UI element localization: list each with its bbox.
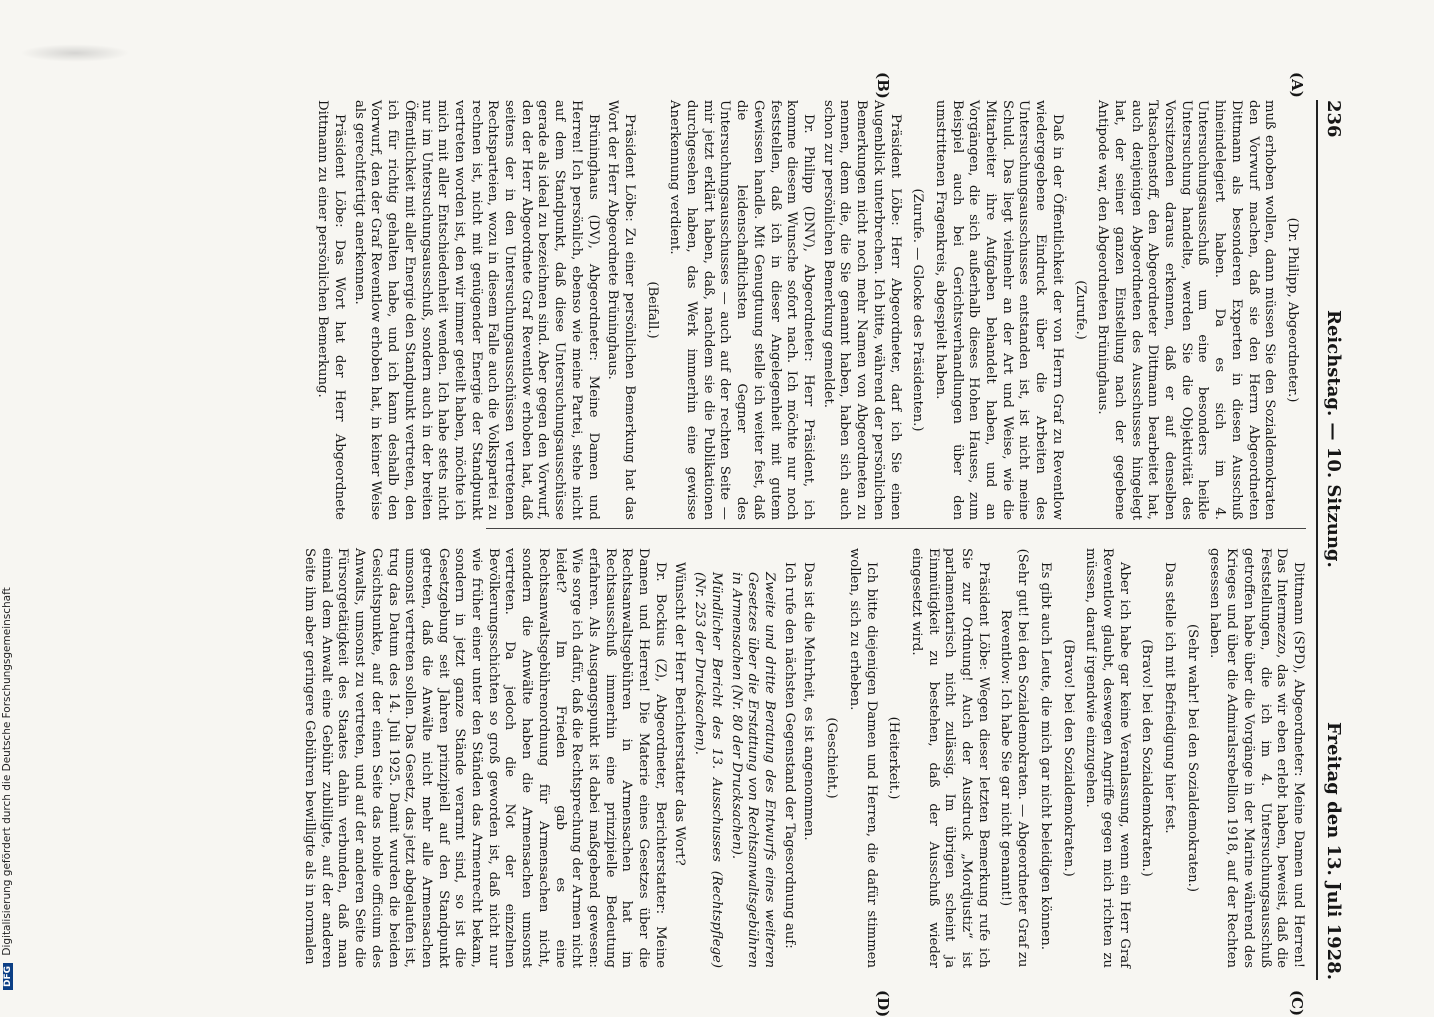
interjection: (Zurufe. — Glocke des Präsidenten.): [910, 188, 926, 432]
footer-text: Digitalisierung gefördert durch die Deutsche Forschungsgemeinschaft: [1, 587, 13, 956]
paragraph: Präsident Löbe: Das Wort hat der Herr Abgeordnete Dittmann zu einer persönlichen Bemerkung.: [315, 100, 348, 520]
margin-mark-d: (D): [874, 990, 892, 1017]
paragraph: Präsident Löbe: Wegen dieser letzten Bemerkung rufe ich Sie zur Ordnung! Auch der Ausdruck „Mordjustiz“ ist parlamentarisch nicht zulässig. Im übrigen scheint ja Einmütigkeit zu bestehen, daß der Ausschuß wieder eingesetzt wird.: [908, 548, 991, 968]
left-column: [311, 100, 1306, 520]
paragraph: Es gibt auch Leute, die mich gar nicht beleidigen können.: [1037, 562, 1053, 950]
paragraph: Ich rufe den nächsten Gegenstand der Tagesordnung auf:: [781, 562, 797, 949]
paragraph: Brüninghaus (DV), Abgeordneter: Meine Damen und Herren! Ich persönlich, ebenso wie meine Partei, stehe nicht auf dem Standpunkt, daß diese Untersuchungsausschüsse gerade als ideal zu bezeichnen sind. Aber gegen den Vorwurf, den der Herr Abgeordnete Graf Reventlow erhoben hat, daß seitens der in den Untersuchungsausschüssen vertretenen Rechtsparteien, wozu in diesem Falle auch die Volkspartei zu rechnen ist, nicht mit genügender Energie der Standpunkt vertreten worden ist, den wir immer geteilt haben, möchte ich mich mit aller Entschiedenheit wenden. Ich habe stets nicht nur im Untersuchungsausschuß, sondern auch in der breiten Öffentlichkeit mit aller Energie den Standpunkt vertreten, den ich für richtig gehalten habe, und ich kann deshalb den Vorwurf, den der Graf Reventlow erhoben hat, in keiner Weise als gerechtfertigt anerkennen.: [351, 100, 601, 520]
page-header: [1320, 100, 1344, 980]
session-date: Freitag den 13. Juli 1928.: [1323, 722, 1344, 980]
interjection: (Sehr wahr! bei den Sozialdemokraten.): [1184, 624, 1200, 892]
interjection: (Zurufe.): [1072, 280, 1088, 340]
paragraph: Ich bitte diejenigen Damen und Herren, die dafür stimmen wollen, sich zu erheben.: [846, 548, 879, 968]
paragraph: Daß in der Öffentlichkeit der von Herrn Graf zu Reventlow wiedergegebene Eindruck über die Arbeiten des Untersuchungsausschusses entstanden ist, ist nicht meine Schuld. Das liegt vielmehr an der Art und Weise, wie die Mitarbeiter ihre Aufgaben behandelt haben, und an Vorgängen, die sich außerhalb dieses Hohen Hauses, zum Beispiel auch bei Gerichtsverhandlungen über den umstrittenen Fragenkreis, abgespielt haben.: [932, 100, 1065, 520]
paragraph: Das ist die Mehrheit, es ist angenommen.: [801, 562, 817, 841]
paragraph: Aber ich habe gar keine Veranlassung, wenn ein Herr Graf Reventlow glaubt, deswegen Angriffe gegen mich richten zu müssen, darauf irgendwie einzugehen.: [1083, 548, 1132, 968]
interjection: (Bravo! bei den Sozialdemokraten.): [1139, 639, 1155, 877]
column-divider: [486, 528, 1306, 529]
margin-mark-c: (C): [1288, 990, 1306, 1017]
interjection: (Bravo! bei den Sozialdemokraten.): [1060, 639, 1076, 877]
paragraph: Präsident Löbe: Herr Abgeordneter, darf ich Sie einen Augenblick unterbrechen. Ich bitte, während der persönlichen Bemerkungen nicht noch mehr Namen von Abgeordneten zu nennen, denn die, die Sie genannt haben, haben sich auch schon zur persönlichen Bemerkung gemeldet.: [820, 100, 903, 520]
header-rule: [1316, 100, 1318, 980]
agenda-report: Mündlicher Bericht des 13. Ausschusses (Rechtspflege) (Nr. 253 der Drucksachen).: [692, 572, 724, 968]
paragraph: Dr. Philipp (DNV), Abgeordneter: Herr Präsident, ich komme diesem Wunsche sofort nach. Ich möchte nur noch feststellen, daß ich in dieser Angelegenheit mit gutem Gewissen handle. Mit Genugtuung stelle ich weiter fest, daß die leidenschaftlichsten Gegner des Untersuchungsausschusses — auch auf der rechten Seite — mir jetzt erklärt haben, daß, nachdem sie die Publikationen durchgesehen haben, das Werk immerhin eine gewisse Anerkennung verdient.: [667, 100, 817, 520]
paragraph: Dr. Bockius (Z), Abgeordneter, Berichterstatter: Meine Damen und Herren! Die Materie eines Gesetzes über die Rechtsanwaltsgebühren in Armensachen hat im Rechtsausschuß immerhin eine prinzipielle Bedeutung erfahren. Als Ausgangspunkt ist dabei maßgebend gewesen: Wie sorge ich dafür, daß die Rechtsprechung der Armen nicht leidet? Im Frieden gab es eine Rechtsanwaltsgebührenordnung für Armensachen nicht, sondern die Anwälte haben die Armensachen umsonst vertreten. Da jedoch die Not der einzelnen Bevölkerungsschichten so groß geworden ist, daß nicht nur wie früher einer unter den Ständen das Armenrecht bekam, sondern in jetzt ganze Stände verarmt sind, so ist die Gesetzgebung seit Jahren prinzipiell auf den Standpunkt getreten, daß die Anwälte nicht mehr alle Armensachen umsonst vertreten sollen. Das Gesetz, das jetzt abgelaufen ist, trug das Datum des 14. Juli 1925. Damit wurden die beiden Gesichtspunkte, auf der einen Seite das nobile officium des Anwalts, umsonst zu vertreten, und auf der anderen Seite die Fürsorgetätigkeit des Staates dahin verbunden, daß man einmal dem Anwalt eine Gebühr zubilligte, auf der anderen Seite ihm aber geringere Gebühren bewilligte als in normalen: [302, 548, 668, 968]
interjection: (Beifall.): [644, 281, 660, 339]
margin-mark-b: (B): [874, 72, 892, 99]
page-number: 236: [1323, 100, 1344, 138]
interjection: (Geschieht.): [824, 717, 840, 799]
margin-mark-a: (A): [1288, 72, 1306, 98]
paragraph: muß erhoben wollen, dann müssen Sie den Sozialdemokraten den Vorwurf machen, daß sie den Herrn Abgeordneten Dittmann als besonderen Experten in diesen Ausschuß hineindelegiert haben. Da es sich im 4. Untersuchungsausschuß um eine besonders heikle Untersuchung handelte, werden Sie die Objektivität des Vorsitzenden daraus erkennen, daß er auf denselben Tatsachenstoff, den Abgeordneter Dittmann bearbeitet hat, auch denjenigen Abgeordneten des Ausschusses hingelegt hat, der seiner ganzen Einstellung nach der gegebene Antipode war, den Abgeordneten Brüninghaus.: [1095, 100, 1278, 520]
dfg-logo: DFG: [3, 963, 13, 990]
session-title: Reichstag. — 10. Sitzung.: [1323, 310, 1344, 568]
paragraph: Wünscht der Herr Berichterstatter das Wort?: [672, 562, 688, 866]
interjection: (Sehr gut! bei den Sozialdemokraten. — Abgeordneter Graf zu Reventlow: Ich habe Sie gar nicht genannt!): [998, 548, 1031, 968]
agenda-item: Zweite und dritte Beratung des Entwurfs eines weiteren Gesetzes über die Erstattung von Rechtsanwaltsgebühren in Armensachen (Nr. 80 der Drucksachen).: [728, 572, 778, 968]
paragraph: Das stelle ich mit Befriedigung hier fest.: [1162, 562, 1178, 834]
right-column: [297, 548, 1306, 968]
digitization-footer: [1, 587, 13, 990]
interjection: (Heiterkeit.): [886, 716, 902, 800]
paragraph: Präsident Löbe: Zu einer persönlichen Bemerkung hat das Wort der Herr Abgeordnete Brüninghaus.: [605, 100, 637, 520]
paragraph: Dittmann (SPD), Abgeordneter: Meine Damen und Herren! Das Intermezzo, das wir eben erlebt haben, beweist, daß die Feststellungen, die ich im 4. Untersuchungsausschuß getroffen habe über die Vorgänge in der Marine während des Krieges und über die Admiralsrebellion 1918, auf der Rechten gesessen haben.: [1207, 548, 1306, 968]
speaker-continuation: (Dr. Philipp, Abgeordneter.): [1285, 217, 1300, 403]
